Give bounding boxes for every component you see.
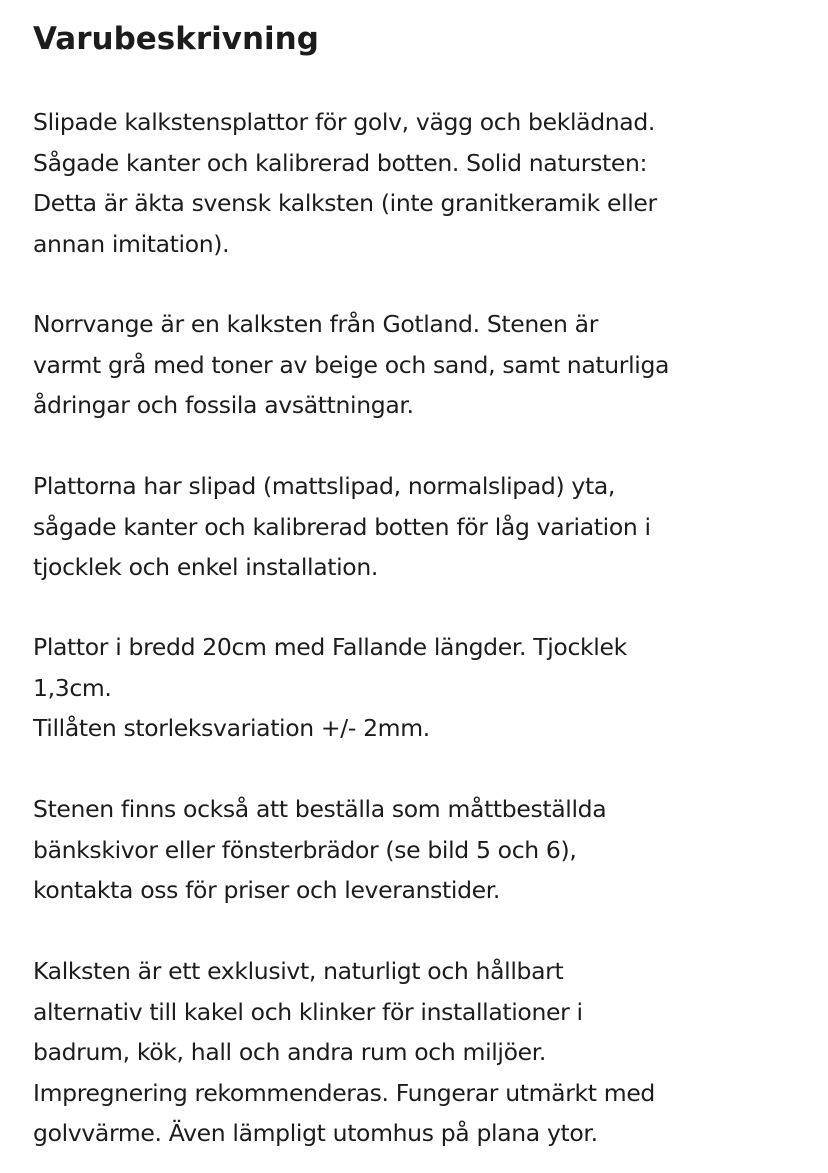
description-paragraph-6 — [33, 951, 655, 1154]
text-line: Stenen finns också att beställa som måttbeställda — [33, 795, 607, 823]
top-edge — [0, 0, 828, 2]
text-line: Plattorna har slipad (mattslipad, normalslipad) yta, — [33, 472, 616, 500]
text-line: golvvärme. Även lämpligt utomhus på plana ytor. — [33, 1119, 598, 1147]
text-line: kontakta oss för priser och leveranstider. — [33, 876, 501, 904]
text-line: Kalksten är ett exklusivt, naturligt och hållbart — [33, 957, 564, 985]
description-paragraph-1 — [33, 102, 657, 264]
text-line: Norrvange är en kalksten från Gotland. Stenen är — [33, 310, 599, 338]
section-heading: Varubeskrivning — [33, 21, 319, 57]
text-line: Plattor i bredd 20cm med Fallande längder. Tjocklek — [33, 633, 627, 661]
text-line: Tillåten storleksvariation +/- 2mm. — [33, 714, 430, 742]
description-paragraph-2 — [33, 304, 669, 426]
text-line: badrum, kök, hall och andra rum och miljöer. — [33, 1038, 547, 1066]
text-line: Detta är äkta svensk kalksten (inte granitkeramik eller — [33, 189, 657, 217]
description-paragraph-3 — [33, 466, 651, 588]
text-line: varmt grå med toner av beige och sand, samt naturliga — [33, 350, 670, 379]
description-paragraph-5 — [33, 789, 606, 911]
text-line: 1,3cm. — [33, 673, 112, 702]
text-line: Sågade kanter och kalibrerad botten. Solid natursten: — [33, 148, 648, 177]
text-line: Impregnering rekommenderas. Fungerar utmärkt med — [33, 1078, 656, 1107]
text-line: tjocklek och enkel installation. — [33, 553, 378, 581]
text-line: Slipade kalkstensplattor för golv, vägg och beklädnad. — [33, 108, 656, 136]
text-line: ådringar och fossila avsättningar. — [33, 391, 414, 419]
text-line: annan imitation). — [33, 229, 230, 258]
text-line: bänkskivor eller fönsterbrädor (se bild 5 och 6), — [33, 835, 577, 864]
text-line: alternativ till kakel och klinker för installationer i — [33, 997, 583, 1026]
text-line: sågade kanter och kalibrerad botten för låg variation i — [33, 512, 651, 541]
description-paragraph-4 — [33, 627, 627, 749]
